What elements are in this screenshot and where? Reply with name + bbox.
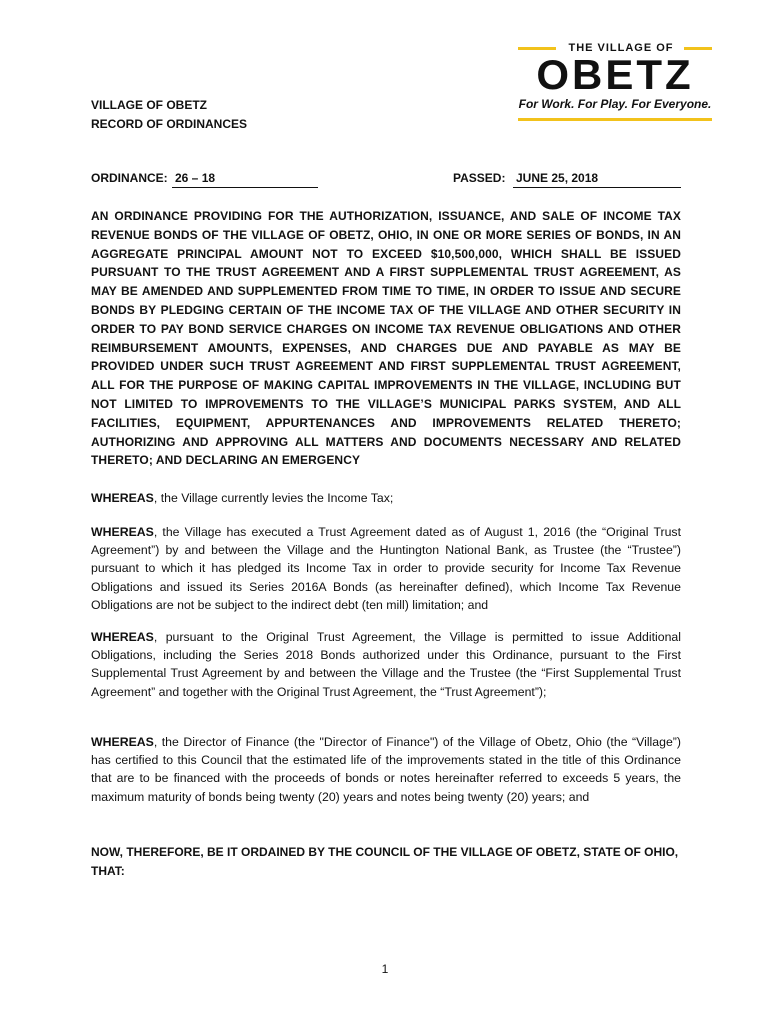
logo-rule-right: [684, 47, 712, 50]
whereas-text: , the Director of Finance (the "Director of Finance") of the Village of Obetz, Ohio (the “Village”) has certified to this Council that the estimated life of the improvements stated in the title of this Ordinance that are to be financed with the proceeds of bonds or notes hereinafter referred to exceeds 5 years, the maximum maturity of bonds being twenty (20) years and notes being twenty (20) years; and: [91, 735, 681, 804]
whereas-paragraph-1: [91, 489, 681, 507]
whereas-lead: WHEREAS: [91, 630, 154, 644]
logo-rule-bottom: [518, 118, 712, 121]
whereas-paragraph-2: [91, 523, 681, 614]
ordinance-number: 26 – 18: [172, 171, 318, 188]
whereas-paragraph-4: [91, 733, 681, 806]
ordinance-label: ORDINANCE:: [91, 171, 168, 185]
ordinance-row: [91, 171, 681, 189]
village-logo: [518, 40, 712, 126]
whereas-lead: WHEREAS: [91, 735, 154, 749]
whereas-text: , pursuant to the Original Trust Agreement, the Village is permitted to issue Additional Obligations, including the Series 2018 Bonds authorized under this Ordinance, pursuant to the First Supplemental Trust Agreement by and between the Village and the Trustee (the “First Supplemental Trust Agreement” and together with the Original Trust Agreement, the “Trust Agreement”);: [91, 630, 681, 699]
header-line-1: VILLAGE OF OBETZ: [91, 98, 207, 112]
logo-top-text: THE VILLAGE OF: [568, 42, 674, 54]
logo-tagline: For Work. For Play. For Everyone.: [518, 97, 712, 111]
page-number: 1: [381, 962, 389, 976]
whereas-paragraph-3: [91, 628, 681, 701]
passed-date: JUNE 25, 2018: [513, 171, 681, 188]
now-therefore-clause: NOW, THEREFORE, BE IT ORDAINED BY THE COUNCIL OF THE VILLAGE OF OBETZ, STATE OF OHIO, THAT:: [91, 845, 679, 878]
whereas-text: , the Village has executed a Trust Agreement dated as of August 1, 2016 (the “Original Trust Agreement”) by and between the Village and the Huntington National Bank, as Trustee (the “Trustee”) pursuant to which it has pledged its Income Tax in order to provide security for Income Tax Revenue Obligations and issued its Series 2016A Bonds (as hereinafter defined), which Income Tax Revenue Obligations are not be subject to the indirect debt (ten mill) limitation; and: [91, 525, 681, 612]
passed-label: PASSED:: [453, 171, 506, 185]
whereas-lead: WHEREAS: [91, 491, 154, 505]
logo-rule-left: [518, 47, 556, 50]
whereas-text: , the Village currently levies the Income Tax;: [153, 491, 394, 505]
logo-main-text: OBETZ: [536, 51, 694, 98]
ordinance-title: AN ORDINANCE PROVIDING FOR THE AUTHORIZATION, ISSUANCE, AND SALE OF INCOME TAX REVENUE BONDS OF THE VILLAGE OF OBETZ, OHIO, IN ONE OR MORE SERIES OF BONDS, IN AN AGGREGATE PRINCIPAL AMOUNT NOT TO EXCEED $10,500,000, WHICH SHALL BE ISSUED PURSUANT TO THE TRUST AGREEMENT AND A FIRST SUPPLEMENTAL TRUST AGREEMENT, AS MAY BE AMENDED AND SUPPLEMENTED FROM TIME TO TIME, IN ORDER TO ISSUE AND SECURE BONDS BY PLEDGING CERTAIN OF THE INCOME TAX OF THE VILLAGE AND OTHER SECURITY IN ORDER TO PAY BOND SERVICE CHARGES ON INCOME TAX REVENUE OBLIGATIONS AND OTHER REIMBURSEMENT AMOUNTS, EXPENSES, AND CHARGES DUE AND PAYABLE AS MAY BE PROVIDED UNDER SUCH TRUST AGREEMENT AND FIRST SUPPLEMENTAL TRUST AGREEMENT, ALL FOR THE PURPOSE OF MAKING CAPITAL IMPROVEMENTS IN THE VILLAGE, INCLUDING BUT NOT LIMITED TO IMPROVEMENTS TO THE VILLAGE’S MUNICIPAL PARKS SYSTEM, AND ALL FACILITIES, EQUIPMENT, APPURTENANCES AND IMPROVEMENTS RELATED THERETO; AUTHORIZING AND APPROVING ALL MATTERS AND DOCUMENTS NECESSARY AND RELATED THERETO; AND DECLARING AN EMERGENCY: [91, 209, 681, 468]
whereas-lead: WHEREAS: [91, 525, 154, 539]
header-line-2: RECORD OF ORDINANCES: [91, 117, 248, 131]
